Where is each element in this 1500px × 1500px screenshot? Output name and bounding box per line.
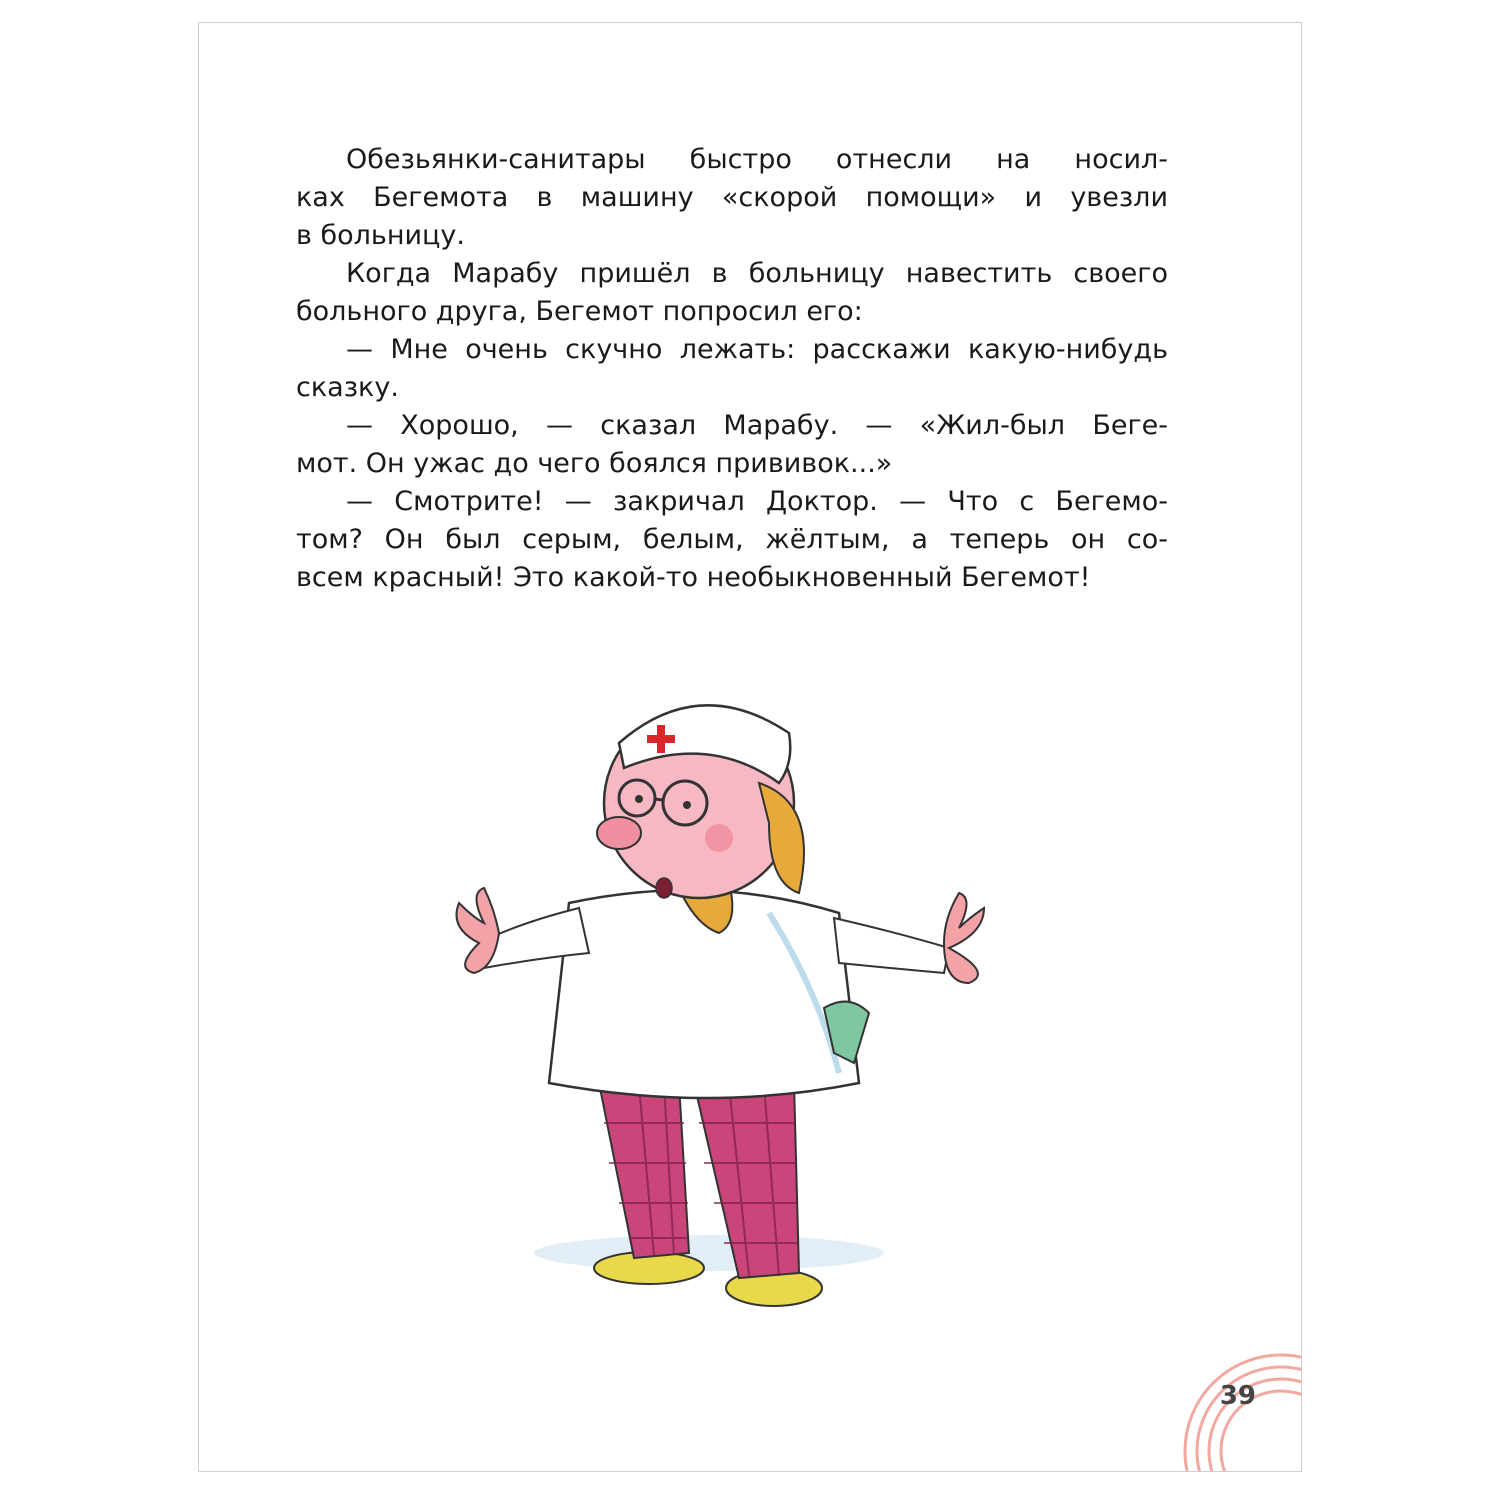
text-line: в больницу. bbox=[296, 220, 465, 251]
book-page bbox=[198, 22, 1302, 1472]
text-line: — Смотрите! — закричал Доктор. — Что с Бегемо- bbox=[346, 486, 1168, 517]
doctor-illustration bbox=[439, 693, 1019, 1373]
text-line: больного друга, Бегемот попросил его: bbox=[296, 296, 863, 327]
text-line: том? Он был серым, белым, жёлтым, а теперь он со- bbox=[296, 524, 1168, 555]
text-line: ках Бегемота в машину «скорой помощи» и увезли bbox=[296, 182, 1168, 213]
paragraph-2 bbox=[296, 255, 1168, 331]
text-line: — Мне очень скучно лежать: расскажи какую-нибудь bbox=[346, 334, 1168, 365]
paragraph-4 bbox=[296, 407, 1168, 483]
text-line: всем красный! Это какой-то необыкновенный Бегемот! bbox=[296, 562, 1091, 593]
text-line: Когда Марабу пришёл в больницу навестить своего bbox=[346, 258, 1168, 289]
paragraph-5 bbox=[296, 483, 1168, 597]
story-text bbox=[296, 141, 1168, 597]
page-number: 39 bbox=[1219, 1381, 1256, 1411]
paragraph-1 bbox=[296, 141, 1168, 255]
paragraph-3 bbox=[296, 331, 1168, 407]
text-line: Обезьянки-санитары быстро отнесли на носил- bbox=[346, 144, 1168, 175]
text-line: мот. Он ужас до чего боялся прививок...» bbox=[296, 448, 893, 479]
text-line: сказку. bbox=[296, 372, 399, 403]
text-line: — Хорошо, — сказал Марабу. — «Жил-был Беге- bbox=[346, 410, 1168, 441]
